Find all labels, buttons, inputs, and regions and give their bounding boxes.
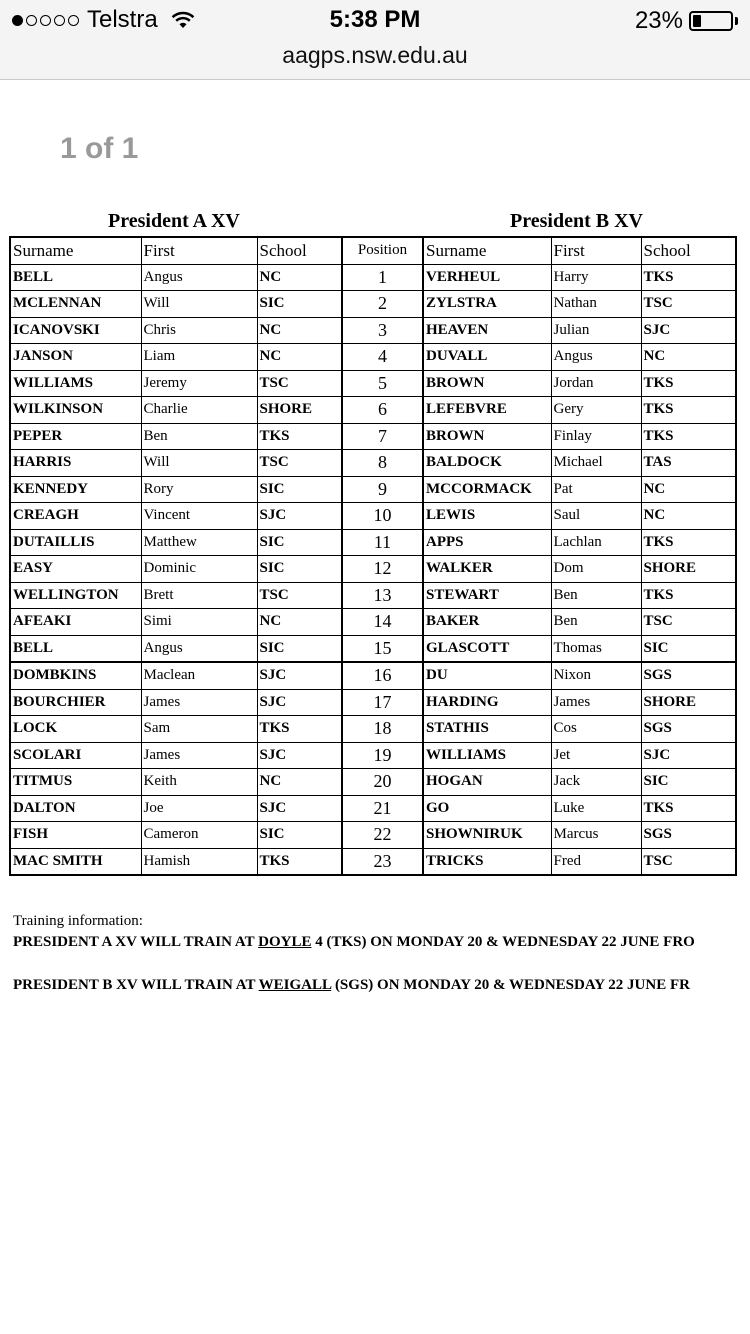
player-a-school: TSC: [257, 450, 342, 477]
player-b-school: NC: [641, 476, 736, 503]
player-b-school: SJC: [641, 317, 736, 344]
player-a-first: Sam: [141, 716, 257, 743]
player-b-first: Jack: [551, 769, 641, 796]
training-line-b-suffix: (SGS) ON MONDAY 20 & WEDNESDAY 22 JUNE FR: [331, 977, 690, 993]
training-label: Training information:: [13, 913, 143, 929]
player-a-school: SIC: [257, 635, 342, 662]
player-a-surname: EASY: [10, 556, 141, 583]
player-a-first: James: [141, 742, 257, 769]
player-a-school: NC: [257, 317, 342, 344]
player-b-surname: ZYLSTRA: [423, 291, 551, 318]
player-b-school: NC: [641, 503, 736, 530]
table-row: [10, 769, 736, 796]
team-a-title: President A XV: [108, 210, 240, 232]
player-b-first: Julian: [551, 317, 641, 344]
player-b-school: TSC: [641, 609, 736, 636]
position-number: 2: [342, 291, 423, 318]
player-a-first: Angus: [141, 264, 257, 291]
training-venue-b: WEIGALL: [258, 977, 332, 993]
player-a-surname: BELL: [10, 635, 141, 662]
player-a-school: SIC: [257, 529, 342, 556]
player-b-school: TSC: [641, 291, 736, 318]
player-a-first: Angus: [141, 635, 257, 662]
training-line-a-prefix: PRESIDENT A XV WILL TRAIN AT: [13, 934, 259, 950]
player-a-first: Hamish: [141, 848, 257, 875]
player-a-first: Ben: [141, 423, 257, 450]
player-a-surname: TITMUS: [10, 769, 141, 796]
header-position: Position: [342, 237, 423, 264]
player-b-surname: LEFEBVRE: [423, 397, 551, 424]
player-a-school: SJC: [257, 795, 342, 822]
player-a-school: TKS: [257, 423, 342, 450]
table-row: [10, 450, 736, 477]
player-b-school: TKS: [641, 582, 736, 609]
player-a-school: SJC: [257, 662, 342, 689]
player-b-first: Jet: [551, 742, 641, 769]
player-b-surname: DUVALL: [423, 344, 551, 371]
table-row: [10, 822, 736, 849]
player-a-first: Will: [141, 291, 257, 318]
player-a-first: Rory: [141, 476, 257, 503]
player-a-surname: DUTAILLIS: [10, 529, 141, 556]
position-number: 11: [342, 529, 423, 556]
table-row: [10, 397, 736, 424]
table-row: [10, 582, 736, 609]
player-a-first: James: [141, 689, 257, 716]
player-a-surname: MCLENNAN: [10, 291, 141, 318]
address-bar[interactable]: aagps.nsw.edu.au: [282, 42, 468, 68]
player-b-surname: GLASCOTT: [423, 635, 551, 662]
player-b-school: SGS: [641, 822, 736, 849]
position-number: 5: [342, 370, 423, 397]
position-number: 8: [342, 450, 423, 477]
player-b-school: TKS: [641, 264, 736, 291]
player-b-surname: STATHIS: [423, 716, 551, 743]
player-b-surname: BROWN: [423, 423, 551, 450]
player-b-first: Luke: [551, 795, 641, 822]
player-a-first: Maclean: [141, 662, 257, 689]
table-row: [10, 476, 736, 503]
player-a-first: Charlie: [141, 397, 257, 424]
player-b-school: SJC: [641, 742, 736, 769]
position-number: 4: [342, 344, 423, 371]
player-a-school: SIC: [257, 556, 342, 583]
battery-percent: 23%: [634, 7, 683, 34]
player-a-surname: PEPER: [10, 423, 141, 450]
player-a-school: SIC: [257, 291, 342, 318]
player-a-surname: HARRIS: [10, 450, 141, 477]
player-a-surname: SCOLARI: [10, 742, 141, 769]
position-number: 14: [342, 609, 423, 636]
table-row: [10, 795, 736, 822]
player-a-school: SJC: [257, 689, 342, 716]
player-b-surname: SHOWNIRUK: [423, 822, 551, 849]
header-first-a: First: [141, 237, 257, 264]
player-b-surname: HEAVEN: [423, 317, 551, 344]
player-b-surname: BALDOCK: [423, 450, 551, 477]
player-b-school: TKS: [641, 529, 736, 556]
position-number: 6: [342, 397, 423, 424]
player-b-first: Thomas: [551, 635, 641, 662]
player-a-surname: BOURCHIER: [10, 689, 141, 716]
table-row: [10, 503, 736, 530]
player-b-surname: VERHEUL: [423, 264, 551, 291]
header-first-b: First: [551, 237, 641, 264]
player-a-school: TSC: [257, 582, 342, 609]
table-row: [10, 291, 736, 318]
table-row: [10, 689, 736, 716]
player-b-school: TKS: [641, 795, 736, 822]
player-a-first: Liam: [141, 344, 257, 371]
roster-table: [9, 236, 737, 876]
header-school-a: School: [257, 237, 342, 264]
training-venue-a: DOYLE: [258, 934, 312, 950]
player-a-school: SJC: [257, 742, 342, 769]
player-a-surname: CREAGH: [10, 503, 141, 530]
player-b-surname: HOGAN: [423, 769, 551, 796]
player-a-school: SJC: [257, 503, 342, 530]
player-a-first: Keith: [141, 769, 257, 796]
player-a-surname: WILLIAMS: [10, 370, 141, 397]
position-number: 23: [342, 848, 423, 875]
player-b-first: Gery: [551, 397, 641, 424]
player-a-surname: FISH: [10, 822, 141, 849]
player-b-school: SHORE: [641, 556, 736, 583]
table-row: [10, 742, 736, 769]
player-a-surname: DOMBKINS: [10, 662, 141, 689]
player-a-school: NC: [257, 769, 342, 796]
player-a-first: Cameron: [141, 822, 257, 849]
player-b-school: SGS: [641, 662, 736, 689]
table-row: [10, 556, 736, 583]
player-a-surname: AFEAKI: [10, 609, 141, 636]
training-line-b-prefix: PRESIDENT B XV WILL TRAIN AT: [13, 977, 259, 993]
training-info-section: [0, 900, 750, 1000]
player-b-first: Dom: [551, 556, 641, 583]
position-number: 12: [342, 556, 423, 583]
player-a-surname: KENNEDY: [10, 476, 141, 503]
player-a-surname: WILKINSON: [10, 397, 141, 424]
player-b-first: Saul: [551, 503, 641, 530]
player-b-first: Pat: [551, 476, 641, 503]
table-row: [10, 423, 736, 450]
position-number: 16: [342, 662, 423, 689]
table-row: [10, 344, 736, 371]
position-number: 15: [342, 635, 423, 662]
player-b-surname: TRICKS: [423, 848, 551, 875]
player-a-surname: WELLINGTON: [10, 582, 141, 609]
player-a-first: Matthew: [141, 529, 257, 556]
player-b-first: Angus: [551, 344, 641, 371]
player-a-school: TSC: [257, 370, 342, 397]
player-b-first: Ben: [551, 582, 641, 609]
player-b-school: TSC: [641, 848, 736, 875]
table-row: [10, 635, 736, 662]
player-b-surname: GO: [423, 795, 551, 822]
header-surname-a: Surname: [10, 237, 141, 264]
player-a-school: SIC: [257, 822, 342, 849]
player-b-first: Nathan: [551, 291, 641, 318]
player-a-school: NC: [257, 344, 342, 371]
header-school-b: School: [641, 237, 736, 264]
player-a-school: SHORE: [257, 397, 342, 424]
page-count-indicator: 1 of 1: [60, 132, 139, 165]
player-b-first: Cos: [551, 716, 641, 743]
player-b-surname: STEWART: [423, 582, 551, 609]
player-a-first: Joe: [141, 795, 257, 822]
player-a-surname: BELL: [10, 264, 141, 291]
training-line-b: [13, 977, 690, 994]
position-number: 3: [342, 317, 423, 344]
player-b-school: SIC: [641, 635, 736, 662]
player-b-surname: BROWN: [423, 370, 551, 397]
player-a-first: Will: [141, 450, 257, 477]
player-a-school: NC: [257, 609, 342, 636]
player-a-school: TKS: [257, 716, 342, 743]
player-b-surname: DU: [423, 662, 551, 689]
player-b-surname: HARDING: [423, 689, 551, 716]
player-b-first: Jordan: [551, 370, 641, 397]
player-a-first: Brett: [141, 582, 257, 609]
table-row: [10, 317, 736, 344]
player-b-first: Ben: [551, 609, 641, 636]
table-row: [10, 716, 736, 743]
player-b-school: TKS: [641, 370, 736, 397]
player-b-first: James: [551, 689, 641, 716]
training-line-a-suffix: 4 (TKS) ON MONDAY 20 & WEDNESDAY 22 JUNE FRO: [311, 934, 695, 950]
table-row: [10, 848, 736, 875]
player-b-surname: BAKER: [423, 609, 551, 636]
table-row: [10, 662, 736, 689]
position-number: 1: [342, 264, 423, 291]
player-b-school: TAS: [641, 450, 736, 477]
player-b-first: Finlay: [551, 423, 641, 450]
position-number: 7: [342, 423, 423, 450]
carrier-name: Telstra: [87, 6, 158, 33]
player-a-first: Chris: [141, 317, 257, 344]
position-number: 19: [342, 742, 423, 769]
table-row: [10, 609, 736, 636]
position-number: 20: [342, 769, 423, 796]
position-number: 22: [342, 822, 423, 849]
player-a-surname: MAC SMITH: [10, 848, 141, 875]
player-a-first: Jeremy: [141, 370, 257, 397]
player-b-school: TKS: [641, 423, 736, 450]
position-number: 18: [342, 716, 423, 743]
player-b-first: Marcus: [551, 822, 641, 849]
player-b-first: Lachlan: [551, 529, 641, 556]
training-line-a: [13, 934, 695, 951]
player-b-school: NC: [641, 344, 736, 371]
position-number: 13: [342, 582, 423, 609]
player-a-school: SIC: [257, 476, 342, 503]
position-number: 17: [342, 689, 423, 716]
player-b-surname: WALKER: [423, 556, 551, 583]
player-b-surname: WILLIAMS: [423, 742, 551, 769]
player-a-first: Simi: [141, 609, 257, 636]
player-a-surname: JANSON: [10, 344, 141, 371]
position-number: 10: [342, 503, 423, 530]
player-b-school: TKS: [641, 397, 736, 424]
player-b-first: Harry: [551, 264, 641, 291]
table-row: [10, 370, 736, 397]
player-a-first: Dominic: [141, 556, 257, 583]
position-number: 21: [342, 795, 423, 822]
player-a-first: Vincent: [141, 503, 257, 530]
player-b-school: SHORE: [641, 689, 736, 716]
clock: 5:38 PM: [329, 6, 421, 33]
table-row: [10, 264, 736, 291]
player-b-surname: MCCORMACK: [423, 476, 551, 503]
table-header-row: [10, 237, 736, 264]
player-b-first: Nixon: [551, 662, 641, 689]
player-b-school: SGS: [641, 716, 736, 743]
player-a-school: NC: [257, 264, 342, 291]
table-row: [10, 529, 736, 556]
player-b-first: Fred: [551, 848, 641, 875]
player-b-surname: LEWIS: [423, 503, 551, 530]
player-a-surname: LOCK: [10, 716, 141, 743]
player-a-surname: ICANOVSKI: [10, 317, 141, 344]
player-b-first: Michael: [551, 450, 641, 477]
player-b-school: SIC: [641, 769, 736, 796]
player-a-surname: DALTON: [10, 795, 141, 822]
team-b-title: President B XV: [510, 210, 643, 232]
position-number: 9: [342, 476, 423, 503]
player-a-school: TKS: [257, 848, 342, 875]
header-surname-b: Surname: [423, 237, 551, 264]
player-b-surname: APPS: [423, 529, 551, 556]
